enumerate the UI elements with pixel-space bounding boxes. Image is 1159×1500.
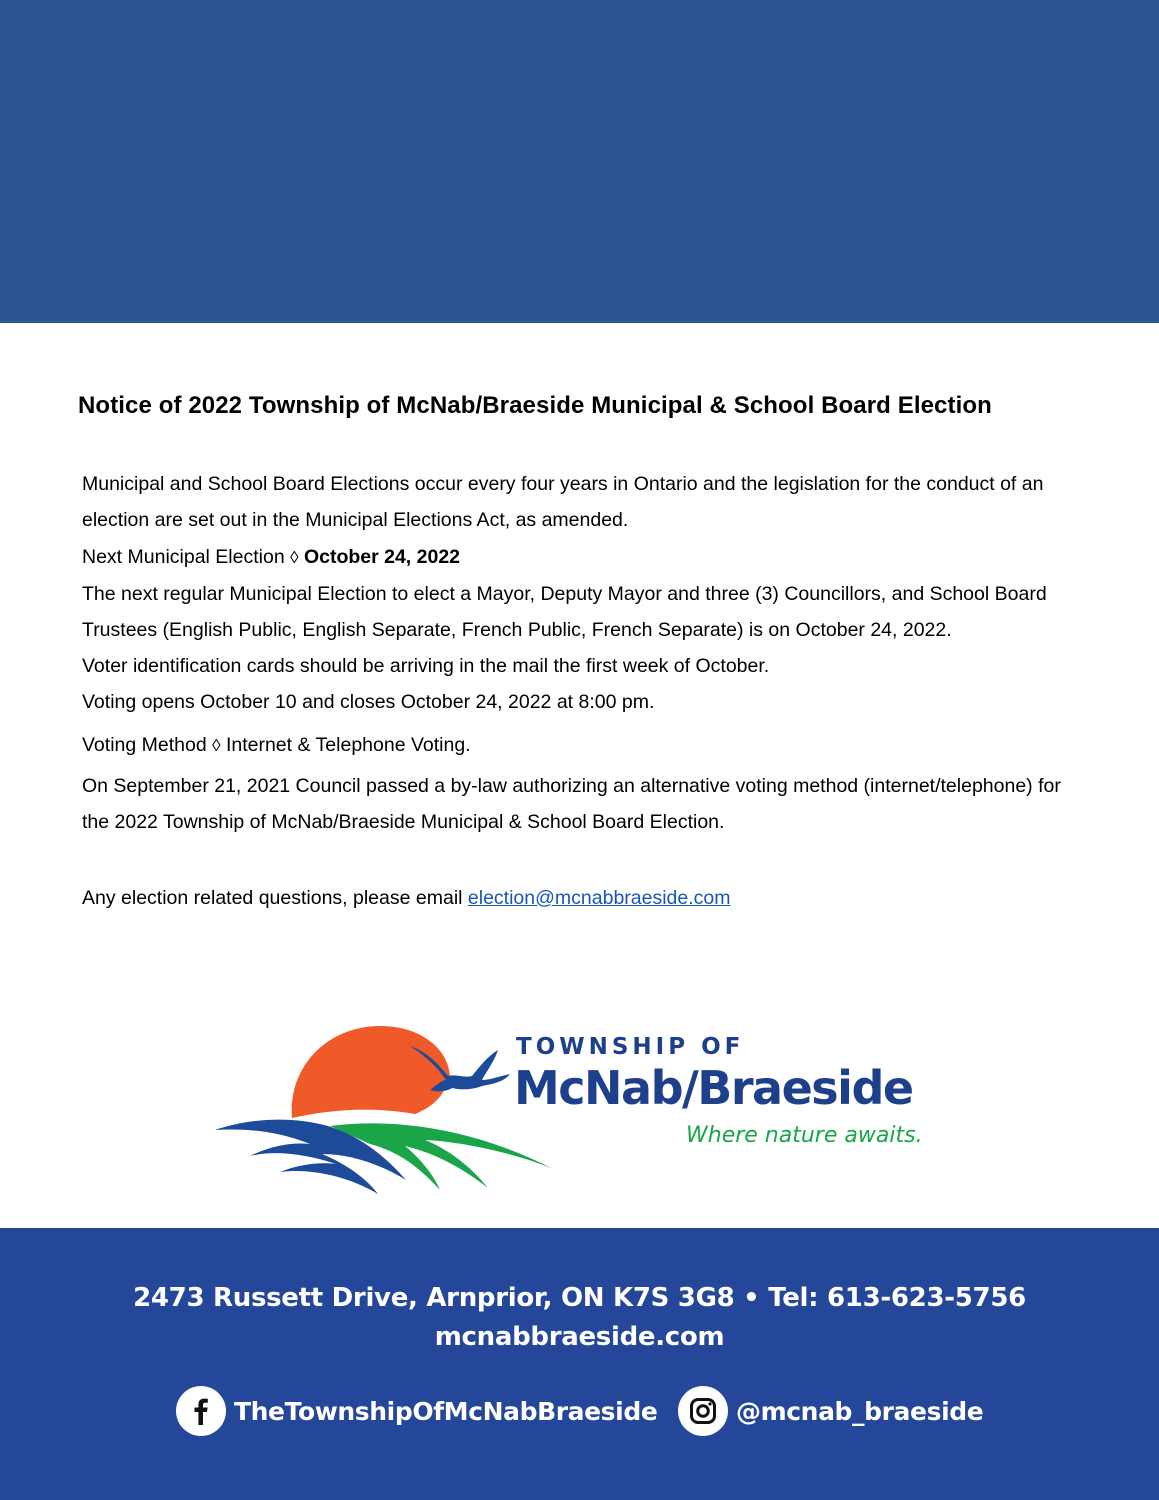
paragraph-3 [82, 768, 1142, 840]
footer-address: 2473 Russett Drive, Arnprior, ON K7S 3G8 • Tel: 613-623-5756 [133, 1283, 1026, 1313]
next-election-label: Next Municipal Election [82, 546, 285, 568]
facebook-icon [176, 1386, 226, 1436]
voting-method-label: Voting Method [82, 734, 207, 756]
paragraph-3-line-2: the 2022 Township of McNab/Braeside Municipal & School Board Election. [82, 811, 725, 833]
facebook-handle-text: TheTownshipOfMcNabBraeside [234, 1396, 658, 1426]
instagram-handle-text: @mcnab_braeside [736, 1396, 984, 1426]
next-election-date: October 24, 2022 [303, 546, 461, 568]
township-logo [210, 1018, 970, 1198]
paragraph-1 [82, 466, 1142, 538]
diamond-icon: ◊ [290, 548, 299, 567]
paragraph-3-line-1: On September 21, 2021 Council passed a by-law authorizing an alternative voting method (internet/telephone) for [82, 775, 1061, 797]
footer-website[interactable]: mcnabbraeside.com [434, 1322, 725, 1352]
paragraph-1-line-2: election are set out in the Municipal Elections Act, as amended. [82, 509, 629, 531]
logo-line-2: McNab/Braeside [514, 1061, 913, 1115]
facebook-handle[interactable] [176, 1385, 657, 1437]
instagram-icon [678, 1386, 728, 1436]
paragraph-1-line-1: Municipal and School Board Elections occur every four years in Ontario and the legislation for the conduct of an [82, 473, 1044, 495]
voting-method-value: Internet & Telephone Voting. [225, 734, 471, 756]
top-banner [0, 0, 1159, 323]
sun-icon [292, 1026, 450, 1118]
paragraph-2-line-1: The next regular Municipal Election to elect a Mayor, Deputy Mayor and three (3) Councillors, and School Board [82, 583, 1047, 605]
voter-cards-line: Voter identification cards should be arriving in the mail the first week of October. [82, 655, 770, 677]
questions-text: Any election related questions, please email [82, 887, 463, 909]
voting-dates-line: Voting opens October 10 and closes October 24, 2022 at 8:00 pm. [82, 691, 655, 713]
paragraph-2 [82, 576, 1142, 720]
notice-title: Notice of 2022 Township of McNab/Braeside Municipal & School Board Election [78, 392, 992, 419]
logo-tagline: Where nature awaits. [686, 1123, 923, 1148]
email-link[interactable]: election@mcnabbraeside.com [467, 887, 731, 909]
paragraph-2-line-2: Trustees (English Public, English Separate, French Public, French Separate) is on October 24, 2022. [82, 619, 952, 641]
logo-line-1: TOWNSHIP OF [516, 1034, 745, 1060]
next-election-line [82, 539, 1142, 576]
diamond-icon: ◊ [212, 736, 221, 755]
questions-line [82, 880, 1142, 916]
instagram-handle[interactable] [678, 1385, 983, 1437]
footer [0, 1228, 1159, 1500]
voting-method-line [82, 727, 1142, 764]
